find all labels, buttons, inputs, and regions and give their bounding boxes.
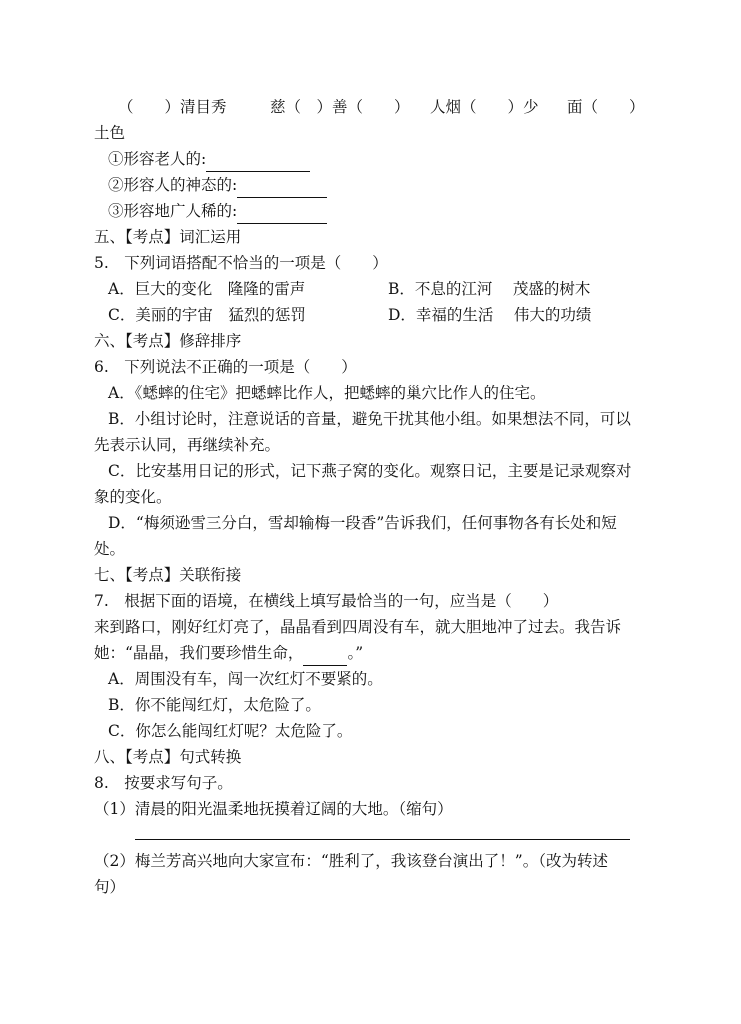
q7-option-c: C．你怎么能闯红灯呢？太危险了。 [108,722,353,740]
q8-item-2-line2: 句） [94,878,126,896]
prompt-sparse [108,198,327,224]
q6-option-d-line1: D．“梅须逊雪三分白，雪却输梅一段香”告诉我们，任何事物各有长处和短 [108,514,617,532]
idiom-2: 慈（ ）善（ ） [270,98,410,116]
q6-option-c-line2: 象的变化。 [94,488,172,506]
q7-context-text: 她：“晶晶，我们要珍惜生命， [94,644,304,662]
answer-blank-3[interactable] [237,205,327,224]
question-6: 6. 下列说法不正确的一项是（ ） [94,358,357,376]
prompt-elderly [108,146,310,172]
idiom-1: （ ）清目秀 [118,98,227,116]
q5-option-a: A．巨大的变化 隆隆的雷声 [108,280,306,298]
question-8: 8. 按要求写句子。 [94,774,233,792]
q5-option-d: D．幸福的生活 伟大的功绩 [388,306,592,324]
prompt-sparse-label: ③形容地广人稀的: [108,202,238,220]
q8-answer-line-1[interactable] [135,839,630,840]
section-6-header: 六、【考点】修辞排序 [94,332,242,350]
q6-option-d-line2: 处。 [94,540,126,558]
q6-option-b-line1: B．小组讨论时，注意说话的音量，避免干扰其他小组。如果想法不同，可以 [108,410,631,428]
section-7-header: 七、【考点】关联衔接 [94,566,242,584]
q5-option-c: C．美丽的宇宙 猛烈的惩罚 [108,306,306,324]
idiom-3: 人烟（ ）少 [430,98,539,116]
q7-context-close: 。” [347,644,364,662]
idiom-continuation: 土色 [94,124,126,142]
section-5-header: 五、【考点】词汇运用 [94,228,242,246]
q7-context-line1: 来到路口，刚好红灯亮了，晶晶看到四周没有车，就大胆地冲了过去。我告诉 [94,618,622,636]
answer-blank-1[interactable] [206,153,310,172]
q6-option-c-line1: C．比安基用日记的形式，记下燕子窝的变化。观察日记，主要是记录观察对 [108,462,632,480]
q7-fill-blank[interactable] [303,647,347,666]
q6-option-a: A．《蟋蟀的住宅》把蟋蟀比作人，把蟋蟀的巢穴比作人的住宅。 [108,384,546,402]
q5-option-b: B．不息的江河 茂盛的树木 [388,280,591,298]
q7-option-a: A．周围没有车，闯一次红灯不要紧的。 [108,670,383,688]
q8-item-2-line1: （2）梅兰芳高兴地向大家宣布：“胜利了，我该登台演出了！”。（改为转述 [94,852,608,870]
idiom-4: 面（ ） [567,98,645,116]
q6-option-b-line2: 先表示认同，再继续补充。 [94,436,281,454]
q7-context-line2 [94,640,363,666]
prompt-demeanor-label: ②形容人的神态的: [108,176,238,194]
answer-blank-2[interactable] [237,179,327,198]
section-8-header: 八、【考点】句式转换 [94,748,242,766]
prompt-elderly-label: ①形容老人的: [108,150,207,168]
question-5: 5. 下列词语搭配不恰当的一项是（ ） [94,254,388,272]
q8-item-1: （1）清晨的阳光温柔地抚摸着辽阔的大地。（缩句） [94,800,453,818]
question-7: 7. 根据下面的语境，在横线上填写最恰当的一句，应当是（ ） [94,592,559,610]
q7-option-b: B．你不能闯红灯，太危险了。 [108,696,321,714]
prompt-demeanor [108,172,327,198]
